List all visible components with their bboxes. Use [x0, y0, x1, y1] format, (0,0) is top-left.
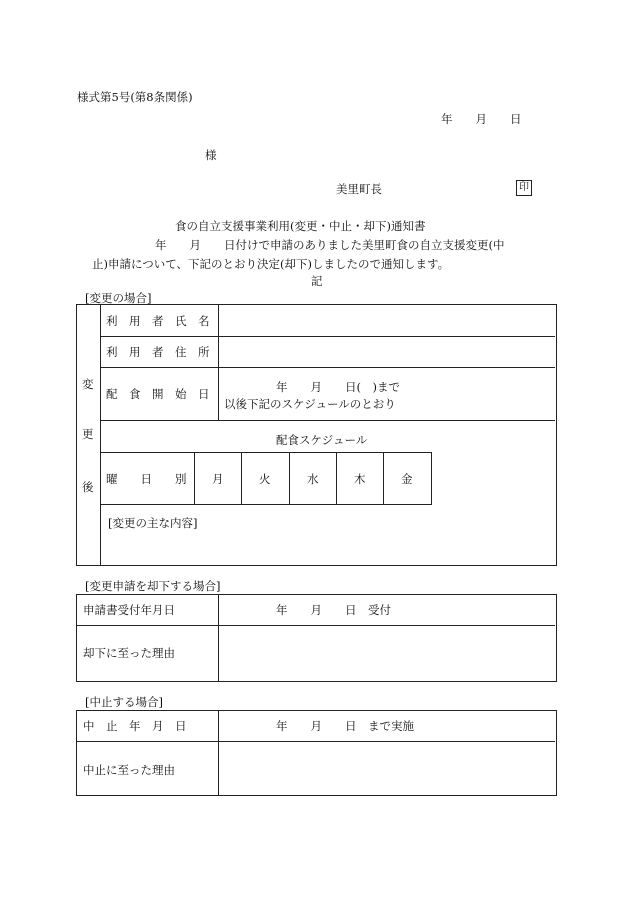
document-title: 食の自立支援事業利用(変更・中止・却下)通知書	[175, 219, 426, 233]
body-text-line-2: 止)申請について、下記のとおり決定(却下)しましたので通知します。	[92, 257, 450, 271]
application-received-date-label: 申請書受付年月日	[83, 603, 175, 617]
side-label-hen: 変	[82, 377, 94, 391]
body-text-line-1: 年 月 日付けで申請のありました美里町食の自立支援変更(中	[155, 238, 505, 252]
addressee-suffix: 様	[205, 148, 217, 162]
weekday-mon: 月	[212, 472, 224, 486]
form-number-label: 様式第5号(第8条関係)	[77, 90, 193, 104]
reject-section-heading: [変更申請を却下する場合]	[85, 579, 221, 593]
stop-section-heading: [中止する場合]	[85, 695, 163, 709]
application-received-date-value: 年 月 日 受付	[276, 603, 391, 617]
user-name-label: 利 用 者 氏 名	[106, 314, 210, 328]
weekday-wed: 水	[307, 472, 319, 486]
stop-date-label: 中 止 年 月 日	[83, 719, 187, 733]
delivery-start-value-1: 年 月 日( )まで	[276, 380, 400, 394]
user-address-label: 利 用 者 住 所	[106, 345, 210, 359]
weekday-fri: 金	[401, 472, 413, 486]
side-label-go: 後	[82, 480, 94, 494]
issuer-name: 美里町長	[336, 182, 382, 196]
change-section-heading: [変更の場合]	[85, 291, 152, 305]
weekday-tue: 火	[259, 472, 271, 486]
date-line: 年 月 日	[441, 112, 522, 126]
ki-label: 記	[311, 274, 323, 288]
delivery-start-label: 配 食 開 始 日	[106, 387, 210, 401]
weekday-label: 曜 日 別	[106, 472, 187, 486]
main-change-content-label: [変更の主な内容]	[108, 516, 198, 530]
schedule-title: 配食スケジュール	[276, 433, 368, 447]
side-label-kou: 更	[82, 427, 94, 441]
weekday-thu: 木	[354, 472, 366, 486]
rejection-reason-label: 却下に至った理由	[83, 646, 175, 660]
stop-reason-label: 中止に至った理由	[83, 763, 175, 777]
stop-date-value: 年 月 日 まで実施	[276, 719, 414, 733]
seal-icon: 印	[516, 180, 532, 196]
delivery-start-value-2: 以後下記のスケジュールのとおり	[224, 397, 396, 411]
